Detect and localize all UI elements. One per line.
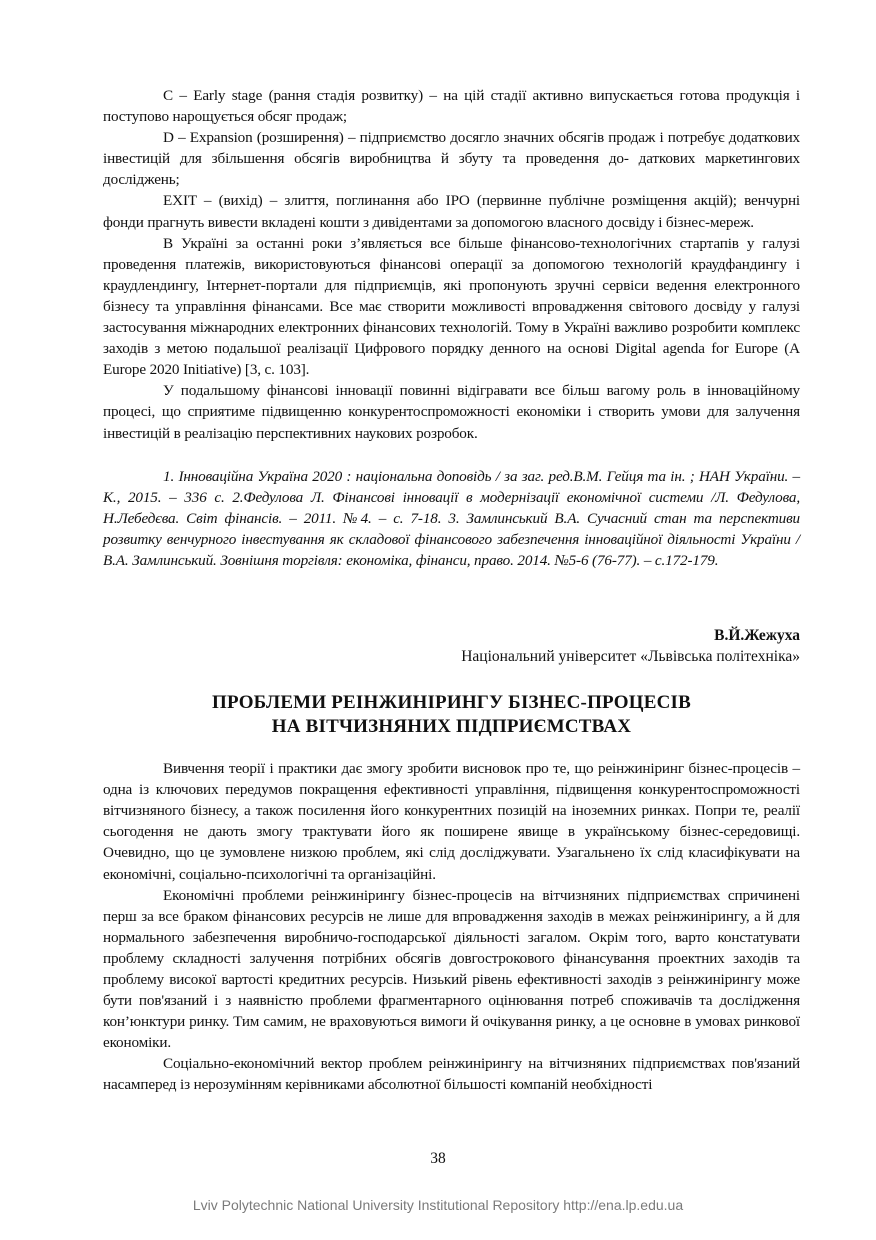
title-line-1: ПРОБЛЕМИ РЕІНЖИНІРИНГУ БІЗНЕС-ПРОЦЕСІВ xyxy=(212,692,691,714)
paragraph-economic-problems: Економічні проблеми реінжинірингу бізнес-процесів на вітчизняних підприємствах спричинені перш за все браком фінансових ресурсів не лише для впровадження заходів в межах реінжинірингу, а й для нормального забезпечення виробничо-господарської діяльності загалом. Окрім того, варто констатувати проблему складності залучення потрібних обсягів довгострокового фінансування проектних заходів та проблему високої вартості кредитних ресурсів. Низький рівень ефективності заходів з реінжинірингу може бути пов'язаний і з наявністю проблеми фрагментарного оцінювання потреб споживачів та дослідження кон’юнктури ринку. Тим самим, не враховуються вимоги й очікування ринку, а це основне в умовах ринкової економіки. xyxy=(103,886,800,1052)
references-text: 1. Інноваційна Україна 2020 : національна доповідь / за заг. ред.В.М. Гейця та ін. ; НАН України. – К., 2015. – 336 с. 2.Федулова Л. Фінансові інновації в модернізації економічної системи /Л. Федулова, Н.Лебедєва. Світ фінансів. – 2011. №4. – с. 7-18. 3. Замлинський В.А. Сучасний стан та перспективи розвитку венчурного інвестування як складової фінансового забезпечення інноваційної діяльності України /В.А. Замлинський. Зовнішня торгівля: економіка, фінанси, право. 2014. №5-6 (76-77). – с.172-179. xyxy=(103,467,800,569)
author-name: В.Й.Жежуха xyxy=(714,627,800,645)
title-line-2: НА ВІТЧИЗНЯНИХ ПІДПРИЄМСТВАХ xyxy=(271,716,632,738)
article-title xyxy=(103,691,800,739)
paragraph-socio-economic: Соціально-економічний вектор проблем реінжинірингу на вітчизняних підприємствах пов'язаний насамперед із нерозумінням керівниками абсолютної більшості компаній необхідності xyxy=(103,1055,800,1094)
paragraph-early-stage: C – Early stage (рання стадія розвитку) – на цій стадії активно випускається готова продукція і поступово нарощується обсяг продаж; xyxy=(103,87,800,126)
paragraph-intro: Вивчення теорії і практики дає змогу зробити висновок про те, що реінжиніринг бізнес-процесів – одна із ключових передумов покращення ефективності управління, підвищення конкурентоспроможності вітчизняного бізнесу, а також посилення його конкурентних позицій на іноземних ринках. Попри те, реалії сьогодення не дають змогу трактувати його як поширене явище в українському бізнес-середовищі. Очевидно, що це зумовлене низкою проблем, які слід досліджувати. Узагальнено їх слід класифікувати на економічні, соціально-психологічні та організаційні. xyxy=(103,760,800,883)
document-page xyxy=(103,85,800,1096)
top-continuation-text xyxy=(103,85,800,444)
article-body xyxy=(103,758,800,1096)
paragraph-ukraine-fintech: В Україні за останні роки з’являється все більше фінансово-технологічних стартапів у галузі проведення платежів, використовуються фінансові операції за допомогою технологій краудфандингу і краудлендингу, Інтернет-портали для підприємців, які пропонують зручні сервіси ведення електронного бізнесу та управління фінансами. Все має створити можливості впровадження світового досвіду у галузі застосування міжнародних електронних фінансових технологій. Тому в Україні важливо розробити комплекс заходів з метою подальшої реалізації Цифрового порядку денного на основі Digital agenda for Europe (A Europe 2020 Initiative) [3, с. 103]. xyxy=(103,234,800,379)
paragraph-future-innovations: У подальшому фінансові інновації повинні відігравати все більш вагому роль в інноваційному процесі, що сприятиме підвищенню конкурентоспроможності економіки і створить умови для залучення інвестицій в реалізацію перспективних наукових розробок. xyxy=(103,382,800,442)
paragraph-expansion: D – Expansion (розширення) – підприємство досягло значних обсягів продаж і потребує додаткових інвестицій для збільшення обсягів виробництва й збуту та проведення до- даткових маркетингових досліджень; xyxy=(103,129,800,189)
paragraph-exit: EXIT – (вихід) – злиття, поглинання або IPO (первинне публічне розміщення акцій); венчурні фонди прагнуть вивести вкладені кошти з дивідентами за допомогою власного досвіду і бізнес-мереж. xyxy=(103,192,800,231)
page-number: 38 xyxy=(430,1150,446,1167)
author-block xyxy=(103,625,800,667)
repository-footer: Lviv Polytechnic National University Institutional Repository http://ena.lp.edu.ua xyxy=(192,1197,684,1213)
references-section xyxy=(103,466,800,571)
author-affiliation: Національний університет «Львівська політехніка» xyxy=(461,648,800,666)
